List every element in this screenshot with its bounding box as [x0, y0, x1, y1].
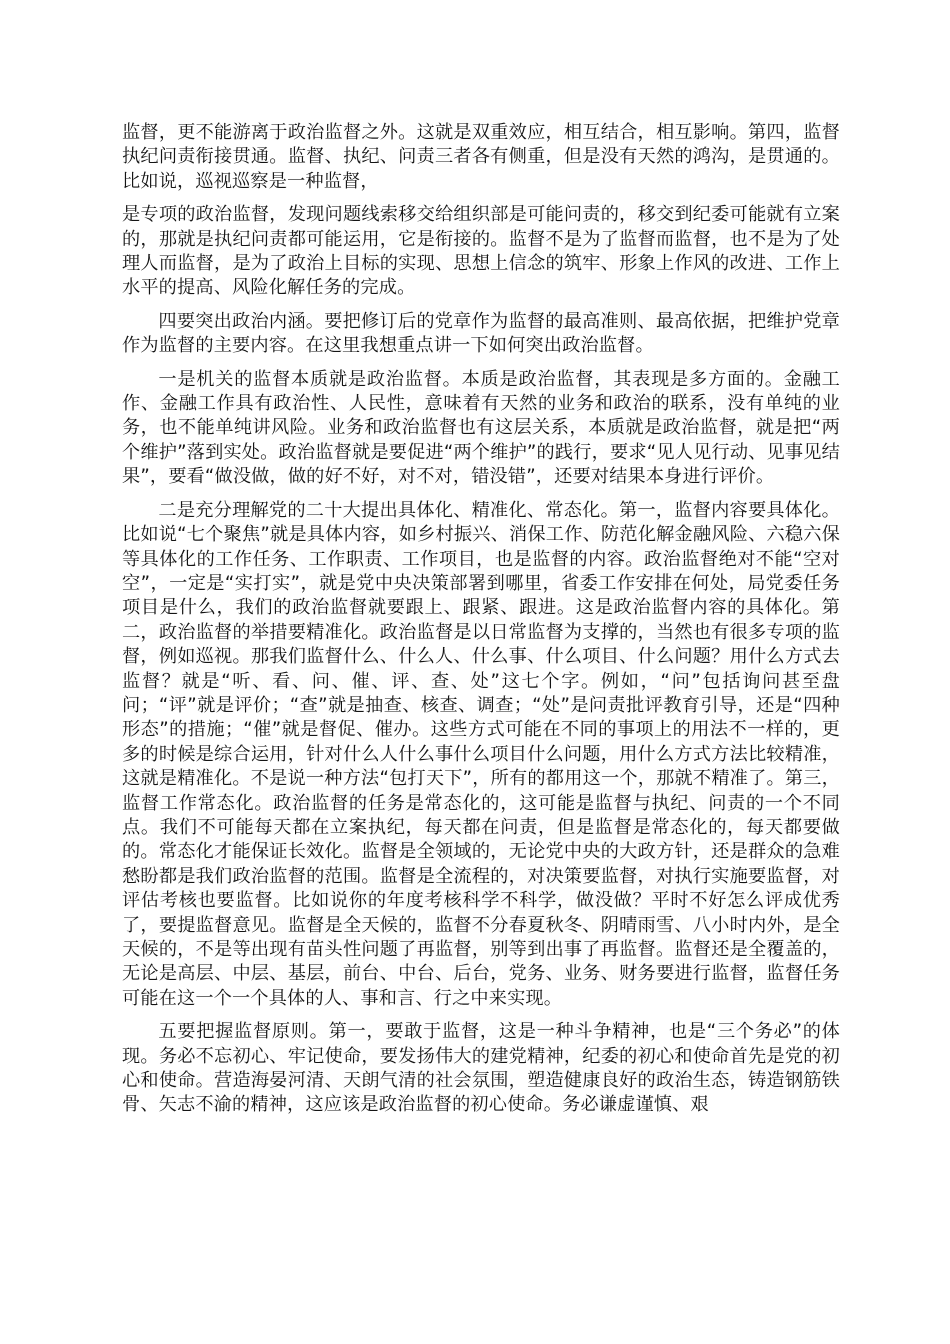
- paragraph-point-one: 一是机关的监督本质就是政治监督。本质是政治监督，其表现是多方面的。金融工作、金融工作具有政治性、人民性，意味着有天然的业务和政治的联系，没有单纯的业务，也不能单纯讲风险。业务和政治监督也有这层关系，本质就是政治监督，就是把“两个维护”落到实处。政治监督就是要促进“两个维护”的践行，要求“见人见行动、见事见结果”，要看“做没做，做的好不好，对不对，错没错”，还要对结果本身进行评价。: [122, 368, 840, 488]
- paragraph-continuation-1: 监督，更不能游离于政治监督之外。这就是双重效应，相互结合，相互影响。第四，监督执纪问责衔接贯通。监督、执纪、问责三者各有侧重，但是没有天然的鸿沟，是贯通的。比如说，巡视巡察是一种监督，: [122, 122, 840, 192]
- paragraph-point-two: 二是充分理解党的二十大提出具体化、精准化、常态化。第一，监督内容要具体化。比如说“七个聚焦”就是具体内容，如乡村振兴、消保工作、防范化解金融风险、六稳六保等具体化的工作任务、工作职责、工作项目，也是监督的内容。政治监督绝对不能“空对空”，一定是“实打实”，就是党中央决策部署到哪里，省委工作安排在何处，局党委任务项目是什么，我们的政治监督就要跟上、跟紧、跟进。这是政治监督内容的具体化。第二，政治监督的举措要精准化。政治监督是以日常监督为支撑的，当然也有很多专项的监督，例如巡视。那我们监督什么、什么人、什么事、什么项目、什么问题？用什么方式去监督？就是“听、看、问、催、评、查、处”这七个字。例如，“问”包括询问甚至盘问；“评”就是评价；“查”就是抽查、核查、调查；“处”是问责批评教育引导，还是“四种形态”的措施；“催”就是督促、催办。这些方式可能在不同的事项上的用法不一样的，更多的时候是综合运用，针对什么人什么事什么项目什么问题，用什么方式方法比较精准，这就是精准化。不是说一种方法“包打天下”，所有的都用这一个，那就不精准了。第三，监督工作常态化。政治监督的任务是常态化的，这可能是监督与执纪、问责的一个不同点。我们不可能每天都在立案执纪，每天都在问责，但是监督是常态化的，每天都要做的。常态化才能保证长效化。监督是全领域的，无论党中央的大政方针，还是群众的急难愁盼都是我们政治监督的范围。监督是全流程的，对决策要监督，对执行实施要监督，对评估考核也要监督。比如说你的年度考核科学不科学，做没做？平时不好怎么评成优秀了，要提监督意见。监督是全天候的，监督不分春夏秋冬、阴晴雨雪、八小时内外，是全天候的，不是等出现有苗头性问题了再监督，别等到出事了再监督。监督还是全覆盖的，无论是高层、中层、基层，前台、中台、后台，党务、业务、财务要进行监督，监督任务可能在这一个一个具体的人、事和言、行之中来实现。: [122, 499, 840, 1009]
- paragraph-continuation-2: 是专项的政治监督，发现问题线索移交给组织部是可能问责的，移交到纪委可能就有立案的，那就是执纪问责都可能运用，它是衔接的。监督不是为了监督而监督，也不是为了处理人而监督，是为了政治上目标的实现、思想上信念的筑牢、形象上作风的改进、工作上水平的提高、风险化解任务的完成。: [122, 204, 840, 299]
- paragraph-section-four: 四要突出政治内涵。要把修订后的党章作为监督的最高准则、最高依据，把维护党章作为监督的主要内容。在这里我想重点讲一下如何突出政治监督。: [122, 310, 840, 357]
- document-body: [122, 121, 840, 1118]
- paragraph-section-five: 五要把握监督原则。第一，要敢于监督，这是一种斗争精神，也是“三个务必”的体现。务必不忘初心、牢记使命，要发扬伟大的建党精神，纪委的初心和使命首先是党的初心和使命。营造海晏河清、天朗气清的社会氛围，塑造健康良好的政治生态，铸造钢筋铁骨、矢志不渝的精神，这应该是政治监督的初心使命。务必谦虚谨慎、艰: [122, 1021, 840, 1116]
